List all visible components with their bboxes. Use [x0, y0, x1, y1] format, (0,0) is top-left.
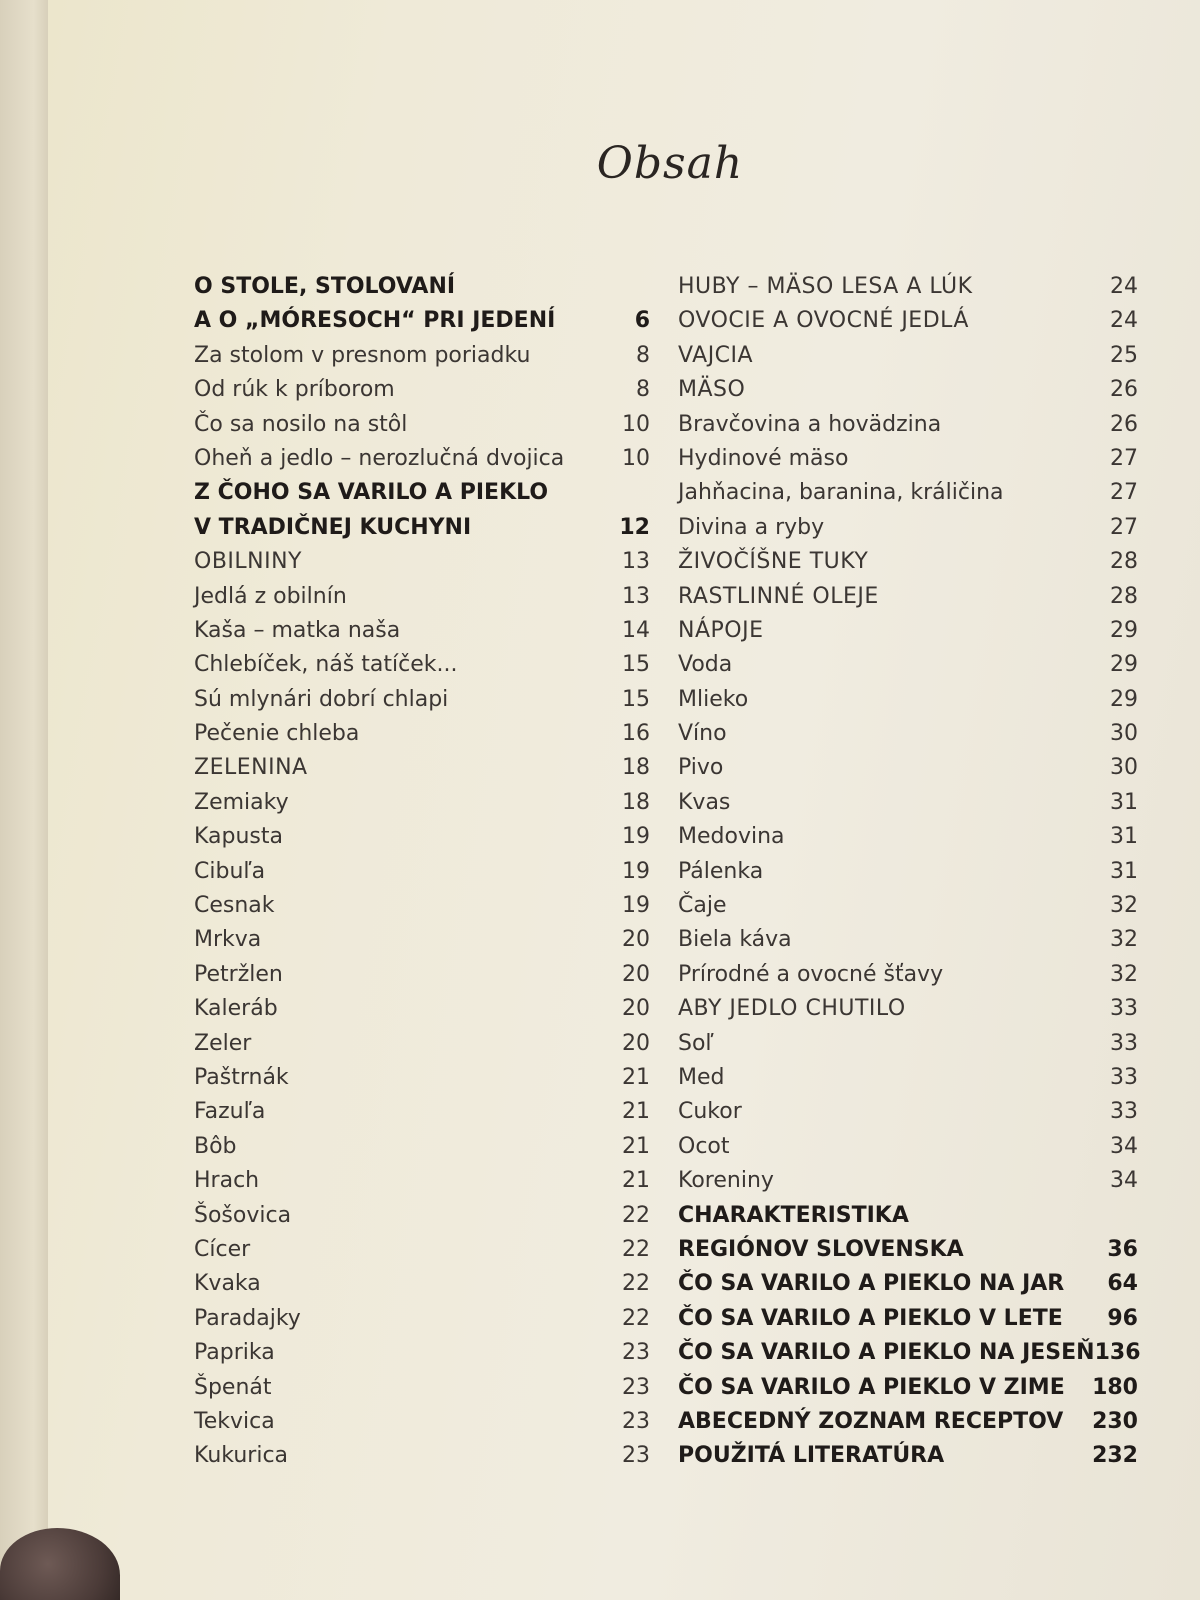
toc-entry-page-number: 21	[622, 1168, 650, 1194]
toc-entry	[678, 721, 1138, 755]
toc-entry	[678, 1031, 1138, 1065]
toc-entry-page-number: 30	[1110, 755, 1138, 781]
toc-entry-page-number: 230	[1092, 1408, 1138, 1434]
toc-entry	[678, 1271, 1138, 1305]
toc-entry-page-number: 24	[1110, 308, 1138, 334]
toc-entry-title: HUBY – MÄSO LESA A LÚK	[678, 274, 973, 299]
toc-entry-title: Jedlá z obilnín	[194, 583, 347, 609]
toc-entry	[194, 1134, 650, 1168]
toc-entry	[678, 515, 1138, 549]
toc-entry-title: Prírodné a ovocné šťavy	[678, 961, 944, 987]
toc-right-column	[678, 274, 1141, 1478]
toc-entry	[678, 549, 1138, 583]
toc-entry	[678, 893, 1138, 927]
toc-entry-title: Biela káva	[678, 927, 792, 953]
toc-entry	[678, 377, 1138, 411]
toc-entry-title: Kaša – matka naša	[194, 617, 401, 643]
toc-entry-title: CHARAKTERISTIKA	[678, 1202, 909, 1228]
toc-entry	[194, 274, 650, 308]
toc-entry-page-number: 21	[622, 1099, 650, 1125]
toc-entry	[678, 480, 1138, 514]
toc-entry-page-number: 29	[1110, 652, 1138, 678]
toc-entry-title: ŽIVOČÍŠNE TUKY	[678, 549, 869, 575]
toc-entry	[678, 274, 1138, 308]
toc-entry-title: Jahňacina, baranina, králičina	[678, 480, 1004, 506]
toc-entry-title: Od rúk k príborom	[194, 377, 395, 403]
toc-entry	[678, 859, 1138, 893]
toc-entry-page-number: 33	[1110, 1099, 1138, 1125]
toc-entry-title: A O „MÓRESOCH“ PRI JEDENÍ	[194, 308, 556, 334]
toc-entry	[194, 893, 650, 927]
toc-entry-page-number: 34	[1110, 1168, 1138, 1194]
toc-entry-title: Oheň a jedlo – nerozlučná dvojica	[194, 445, 565, 471]
toc-entry-page-number: 10	[622, 445, 650, 471]
toc-entry-title: Koreniny	[678, 1168, 774, 1194]
toc-entry-title: Chlebíček, náš tatíček...	[194, 652, 458, 678]
toc-entry-page-number: 23	[622, 1374, 650, 1400]
toc-entry-title: Kaleráb	[194, 996, 278, 1022]
toc-entry	[194, 1340, 650, 1374]
toc-left-column	[194, 274, 650, 1478]
toc-entry-title: Šošovica	[194, 1202, 292, 1228]
toc-entry-title: Kvas	[678, 789, 731, 815]
toc-entry	[678, 343, 1138, 377]
toc-entry	[194, 549, 650, 583]
toc-entry-page-number: 15	[622, 686, 650, 712]
toc-entry-page-number: 13	[622, 549, 650, 575]
toc-entry-title: ZELENINA	[194, 755, 308, 781]
toc-entry-title: Voda	[678, 652, 733, 678]
toc-entry-title: Kapusta	[194, 824, 283, 850]
toc-entry	[678, 618, 1138, 652]
toc-entry-page-number: 64	[1107, 1271, 1138, 1297]
toc-entry-title: Kvaka	[194, 1271, 261, 1297]
toc-entry-page-number: 23	[622, 1408, 650, 1434]
toc-entry-page-number: 14	[622, 617, 650, 643]
toc-entry-title: Víno	[678, 721, 727, 747]
toc-entry	[678, 308, 1138, 342]
toc-entry-title: Paradajky	[194, 1305, 301, 1331]
toc-entry-title: ČO SA VARILO A PIEKLO V ZIME	[678, 1374, 1065, 1400]
toc-entry-page-number: 180	[1092, 1374, 1138, 1400]
toc-entry-title: Cukor	[678, 1099, 742, 1125]
toc-entry-page-number: 19	[622, 893, 650, 919]
toc-entry	[678, 1409, 1138, 1443]
toc-entry	[194, 1203, 650, 1237]
toc-entry	[194, 412, 650, 446]
toc-entry	[678, 1065, 1138, 1099]
toc-entry-title: Cesnak	[194, 893, 275, 919]
toc-entry	[194, 996, 650, 1030]
toc-entry-title: ČO SA VARILO A PIEKLO NA JAR	[678, 1271, 1065, 1297]
toc-entry-page-number: 21	[622, 1133, 650, 1159]
toc-entry-title: Špenát	[194, 1374, 272, 1400]
toc-entry-title: Soľ	[678, 1030, 714, 1056]
toc-entry-title: Paprika	[194, 1340, 275, 1366]
toc-entry-page-number: 30	[1110, 721, 1138, 747]
toc-entry	[678, 1375, 1138, 1409]
toc-entry-page-number: 27	[1110, 514, 1138, 540]
toc-entry-title: Paštrnák	[194, 1064, 289, 1090]
toc-entry-page-number: 20	[622, 927, 650, 953]
toc-entry-title: Med	[678, 1064, 725, 1090]
toc-entry	[678, 584, 1138, 618]
toc-entry-page-number: 23	[622, 1443, 650, 1469]
toc-entry-page-number: 31	[1110, 824, 1138, 850]
toc-entry	[194, 859, 650, 893]
toc-entry-title: Medovina	[678, 824, 785, 850]
toc-entry-title: Mlieko	[678, 686, 749, 712]
toc-entry-title: Hrach	[194, 1168, 260, 1194]
toc-entry	[194, 1031, 650, 1065]
toc-entry-page-number: 8	[636, 377, 650, 403]
toc-entry-title: Bravčovina a hovädzina	[678, 411, 942, 437]
toc-entry-title: Bôb	[194, 1133, 237, 1159]
toc-entry-page-number: 22	[622, 1202, 650, 1228]
toc-entry	[678, 412, 1138, 446]
toc-entry-page-number: 96	[1107, 1305, 1138, 1331]
toc-entry	[194, 480, 650, 514]
toc-entry-page-number: 31	[1110, 858, 1138, 884]
toc-entry-title: Pečenie chleba	[194, 721, 360, 747]
toc-entry-page-number: 33	[1110, 1030, 1138, 1056]
toc-entry	[194, 1271, 650, 1305]
toc-entry-page-number: 8	[636, 342, 650, 368]
toc-entry-page-number: 20	[622, 961, 650, 987]
toc-entry	[678, 446, 1138, 480]
toc-entry-title: ČO SA VARILO A PIEKLO V LETE	[678, 1305, 1063, 1331]
toc-entry-title: NÁPOJE	[678, 617, 764, 643]
toc-entry	[194, 1168, 650, 1202]
toc-entry	[194, 652, 650, 686]
toc-entry-page-number: 31	[1110, 789, 1138, 815]
toc-entry-title: Čo sa nosilo na stôl	[194, 411, 408, 437]
toc-entry	[678, 1099, 1138, 1133]
toc-entry-title: Z ČOHO SA VARILO A PIEKLO	[194, 480, 549, 506]
toc-entry-page-number: 34	[1110, 1133, 1138, 1159]
toc-entry-page-number: 10	[622, 411, 650, 437]
toc-entry-page-number: 19	[622, 858, 650, 884]
toc-entry-title: OBILNINY	[194, 549, 302, 575]
toc-entry	[194, 1375, 650, 1409]
toc-entry	[194, 1065, 650, 1099]
toc-entry-title: ABECEDNÝ ZOZNAM RECEPTOV	[678, 1408, 1064, 1434]
toc-entry-title: ČO SA VARILO A PIEKLO NA JESEŇ	[678, 1340, 1095, 1366]
toc-entry	[194, 755, 650, 789]
toc-entry	[678, 1168, 1138, 1202]
toc-entry-title: Mrkva	[194, 927, 262, 953]
toc-entry-page-number: 20	[622, 996, 650, 1022]
toc-entry	[678, 1443, 1138, 1477]
toc-entry-page-number: 32	[1110, 893, 1138, 919]
toc-entry	[194, 790, 650, 824]
toc-entry	[194, 824, 650, 858]
toc-entry-page-number: 26	[1110, 377, 1138, 403]
toc-entry-page-number: 18	[622, 789, 650, 815]
toc-entry-page-number: 18	[622, 755, 650, 781]
toc-entry-title: Kukurica	[194, 1443, 289, 1469]
toc-entry-page-number: 33	[1110, 1064, 1138, 1090]
toc-entry	[678, 790, 1138, 824]
toc-entry-page-number: 27	[1110, 480, 1138, 506]
toc-entry	[194, 927, 650, 961]
toc-entry-page-number: 27	[1110, 445, 1138, 471]
toc-entry-title: Zeler	[194, 1030, 252, 1056]
toc-entry-page-number: 22	[622, 1271, 650, 1297]
toc-entry	[678, 927, 1138, 961]
toc-entry-page-number: 6	[634, 308, 650, 334]
toc-entry-page-number: 232	[1092, 1443, 1138, 1469]
toc-entry-title: Pivo	[678, 755, 724, 781]
toc-entry-page-number: 21	[622, 1064, 650, 1090]
toc-entry-page-number: 32	[1110, 927, 1138, 953]
toc-entry-title: Ocot	[678, 1133, 730, 1159]
toc-entry	[678, 824, 1138, 858]
toc-entry	[678, 1306, 1138, 1340]
toc-entry-page-number: 29	[1110, 617, 1138, 643]
toc-entry-page-number: 19	[622, 824, 650, 850]
toc-entry-title: Pálenka	[678, 858, 764, 884]
toc-entry	[194, 343, 650, 377]
toc-entry-page-number: 29	[1110, 686, 1138, 712]
toc-entry	[194, 308, 650, 342]
toc-entry-page-number: 28	[1110, 549, 1138, 575]
toc-entry	[194, 377, 650, 411]
toc-entry-page-number: 20	[622, 1030, 650, 1056]
toc-entry-title: Sú mlynári dobrí chlapi	[194, 686, 449, 712]
toc-entry	[194, 962, 650, 996]
toc-entry-title: Cibuľa	[194, 858, 266, 884]
toc-entry-page-number: 13	[622, 583, 650, 609]
toc-entry	[194, 618, 650, 652]
toc-entry-page-number: 32	[1110, 961, 1138, 987]
toc-entry-title: Divina a ryby	[678, 514, 825, 540]
toc-entry	[194, 515, 650, 549]
toc-entry-page-number: 12	[619, 514, 650, 540]
toc-entry-title: VAJCIA	[678, 342, 754, 368]
toc-entry-title: RASTLINNÉ OLEJE	[678, 583, 879, 609]
toc-entry	[194, 1099, 650, 1133]
toc-entry-title: Čaje	[678, 893, 727, 919]
toc-entry	[194, 1409, 650, 1443]
toc-entry-title: Cícer	[194, 1236, 251, 1262]
toc-entry-title: Fazuľa	[194, 1099, 266, 1125]
toc-entry	[194, 1237, 650, 1271]
page-title: Obsah	[596, 138, 744, 189]
toc-entry-page-number: 23	[622, 1340, 650, 1366]
toc-entry	[678, 1203, 1138, 1237]
toc-entry	[194, 1306, 650, 1340]
toc-entry	[194, 1443, 650, 1477]
toc-entry-page-number: 16	[622, 721, 650, 747]
toc-entry-title: REGIÓNOV SLOVENSKA	[678, 1236, 964, 1262]
toc-entry-page-number: 136	[1094, 1340, 1141, 1366]
toc-entry	[678, 652, 1138, 686]
toc-entry	[678, 1237, 1138, 1271]
toc-entry-title: Zemiaky	[194, 789, 289, 815]
toc-entry	[678, 962, 1138, 996]
toc-entry	[678, 687, 1138, 721]
toc-entry-title: OVOCIE A OVOCNÉ JEDLÁ	[678, 308, 969, 334]
toc-entry	[194, 584, 650, 618]
toc-entry-title: MÄSO	[678, 377, 746, 403]
toc-entry-page-number: 15	[622, 652, 650, 678]
toc-entry-page-number: 22	[622, 1305, 650, 1331]
toc-entry	[678, 1340, 1141, 1374]
toc-entry	[194, 721, 650, 755]
toc-entry-page-number: 22	[622, 1236, 650, 1262]
toc-entry-page-number: 28	[1110, 583, 1138, 609]
toc-entry-title: O STOLE, STOLOVANÍ	[194, 274, 456, 299]
toc-entry-page-number: 24	[1110, 274, 1138, 299]
toc-entry-title: Petržlen	[194, 961, 283, 987]
toc-entry-title: ABY JEDLO CHUTILO	[678, 996, 906, 1022]
toc-entry-title: Hydinové mäso	[678, 445, 849, 471]
toc-entry-page-number: 26	[1110, 411, 1138, 437]
toc-entry-title: POUŽITÁ LITERATÚRA	[678, 1443, 945, 1469]
toc-entry	[194, 687, 650, 721]
toc-entry-title: V TRADIČNEJ KUCHYNI	[194, 514, 472, 540]
toc-entry-page-number: 36	[1107, 1236, 1138, 1262]
toc-entry	[678, 996, 1138, 1030]
toc-entry	[678, 1134, 1138, 1168]
toc-entry-page-number: 25	[1110, 342, 1138, 368]
toc-entry	[194, 446, 650, 480]
toc-entry-title: Tekvica	[194, 1408, 275, 1434]
toc-entry-page-number: 33	[1110, 996, 1138, 1022]
toc-entry	[678, 755, 1138, 789]
toc-entry-title: Za stolom v presnom poriadku	[194, 342, 531, 368]
